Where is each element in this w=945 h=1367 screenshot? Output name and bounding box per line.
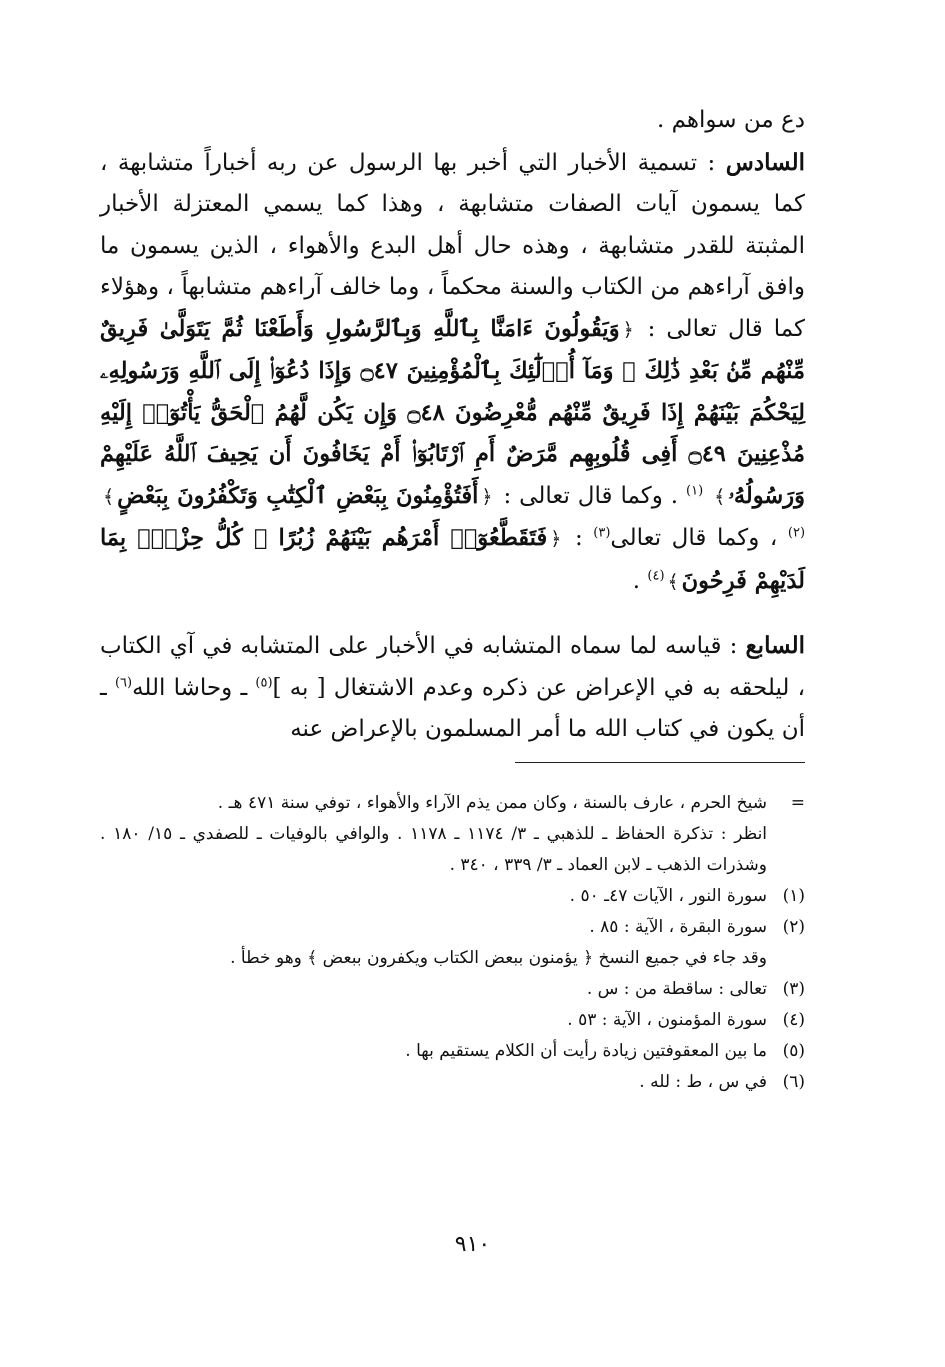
body-text: : تسمية الأخبار التي أخبر بها الرسول عن ربه أخباراً متشابهة ، كما يسمون آيات الصفات متشابهة ، وهذا كما يسمي المعتزلة الأخبار المثبتة للقدر متشابهة ، وهذه حال أهل البدع والأهواء ، الذين يسمون ما وافق آراءهم من الكتاب والسنة محكماً ، وما خالف آراءهم متشابهاً ، وهؤلاء كما قال تعالى :	[100, 149, 805, 342]
footnote-continuation	[100, 788, 805, 819]
body-text: .	[632, 567, 641, 594]
main-text	[100, 100, 805, 751]
footnote-ref-4: (٤)	[647, 567, 665, 583]
footnote-text: تعالى : ساقطة من : س .	[586, 979, 767, 999]
text-line: دع من سواهم .	[656, 107, 805, 133]
footnote-text: في س ، ط : لله .	[639, 1072, 767, 1092]
quran-verse-2: أَفَتُؤْمِنُونَ بِبَعْضِ ٱلْكِتَٰبِ وَتَكْفُرُونَ بِبَعْضٍ	[117, 482, 479, 509]
footnote-text: انظر : تذكرة الحفاظ ـ للذهبي ـ ٣/ ١١٧٤ ـ ١١٧٨ . والوافي بالوفيات ـ للصفدي ـ ١٥/ ١٨٠ . وشذرات الذهب ـ لابن العماد ـ ٣/ ٣٣٩ ، ٣٤٠ .	[100, 824, 768, 875]
footnote-4	[100, 1005, 805, 1036]
paragraph-opening	[100, 100, 805, 142]
footnote-marker: (٦)	[782, 1072, 805, 1092]
ornate-bracket-open: ﴿	[622, 318, 634, 341]
quran-verse-1: وَيَقُولُونَ ءَامَنَّا بِٱللَّهِ وَبِٱلرَّسُولِ وَأَطَعْنَا ثُمَّ يَتَوَلَّىٰ فَرِيقٌ مِّنْهُم مِّنۢ بَعْدِ ذَٰلِكَ ۚ وَمَآ أُو۟لَٰٓئِكَ بِٱلْمُؤْمِنِينَ ۝٤٧ وَإِذَا دُعُوٓا۟ إِلَى ٱللَّهِ وَرَسُولِهِۦ لِيَحْكُمَ بَيْنَهُمْ إِذَا فَرِيقٌ مِّنْهُم مُّعْرِضُونَ ۝٤٨ وَإِن يَكُن لَّهُمُ ٱلْحَقُّ يَأْتُوٓا۟ إِلَيْهِ مُذْعِنِينَ ۝٤٩ أَفِى قُلُوبِهِم مَّرَضٌ أَمِ ٱرْتَابُوٓا۟ أَمْ يَخَافُونَ أَن يَحِيفَ ٱللَّهُ عَلَيْهِمْ وَرَسُولُهُۥ	[100, 315, 805, 509]
paragraph-sixth	[100, 142, 805, 604]
footnote-2	[100, 912, 805, 943]
footnote-ref-5: (٥)	[255, 674, 273, 690]
footnote-text: سورة النور ، الآيات ٤٧ـ ٥٠ .	[569, 886, 767, 906]
quran-verse-3: فَتَقَطَّعُوٓا۟ أَمْرَهُم بَيْنَهُمْ زُبُرًا ۖ كُلُّ حِزْبٍۭ بِمَا لَدَيْهِمْ فَرِحُونَ	[100, 525, 805, 594]
footnote-text: وقد جاء في جميع النسخ ﴿ يؤمنون ببعض الكتاب ويكفرون ببعض ﴾ وهو خطأ .	[230, 948, 767, 968]
ornate-bracket-close: ﴾	[667, 570, 679, 593]
footnote-text: ما بين المعقوفتين زيادة رأيت أن الكلام يستقيم بها .	[405, 1041, 767, 1061]
footnote-text: سورة البقرة ، الآية : ٨٥ .	[589, 917, 767, 937]
continuation-marker: =	[790, 793, 805, 813]
body-text: ، وكما قال تعالى	[610, 525, 778, 551]
ornate-bracket-open: ﴿	[550, 528, 562, 550]
footnote-ref-2: (٢)	[787, 525, 806, 541]
footnote-ref-3: (٣)	[593, 525, 611, 541]
footnote-text: شيخ الحرم ، عارف بالسنة ، وكان ممن يذم الآراء والأهواء ، توفي سنة ٤٧١ هـ .	[217, 793, 767, 813]
footnote-5	[100, 1036, 805, 1067]
footnote-marker: (٥)	[782, 1041, 805, 1061]
footnote-ref-6: (٦)	[114, 674, 133, 690]
page-number: ٩١٠	[454, 1232, 491, 1257]
body-text: ـ أن يكون في كتاب الله ما أمر المسلمون بالإعراض عنه	[100, 674, 805, 742]
footnote-text: سورة المؤمنون ، الآية : ٥٣ .	[567, 1010, 767, 1030]
footnote-separator	[515, 762, 805, 763]
ornate-bracket-close: ﴾	[714, 485, 726, 508]
ornate-bracket-close: ﴾	[103, 485, 115, 508]
heading-seventh: السابع	[745, 632, 806, 659]
footnote-6	[100, 1067, 805, 1098]
footnote-marker: (١)	[782, 886, 805, 906]
paragraph-seventh	[100, 625, 805, 751]
footnote-marker: (٣)	[782, 979, 805, 999]
footnote-3	[100, 974, 805, 1005]
footnote-ref-1: (١)	[686, 482, 704, 498]
heading-sixth: السادس	[725, 148, 805, 176]
footnote-marker: (٤)	[782, 1010, 805, 1030]
ornate-bracket-open: ﴿	[481, 485, 493, 508]
body-text: : قياسه لما سماه المتشابه في الأخبار على المتشابه في آي الكتاب ، ليلحقه به في الإعراض عن ذكره وعدم الاشتغال [ به ]	[100, 633, 806, 701]
footnotes	[100, 788, 805, 1098]
body-text: . وكما قال تعالى :	[503, 482, 679, 509]
footnote-marker: (٢)	[782, 917, 805, 937]
body-text: :	[574, 525, 583, 551]
footnote-1	[100, 881, 805, 912]
body-text: ـ وحاشا الله	[132, 674, 248, 701]
